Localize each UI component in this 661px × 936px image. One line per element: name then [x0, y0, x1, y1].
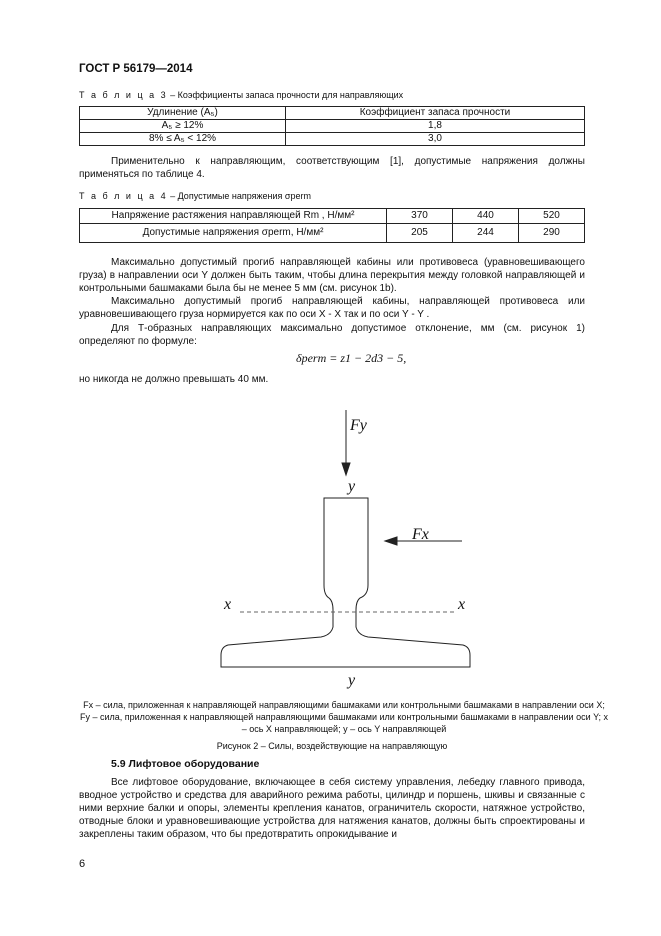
table-cell: A₅ ≥ 12%	[80, 120, 286, 133]
document-header: ГОСТ Р 56179—2014	[79, 63, 193, 75]
table-cell: Коэффициент запаса прочности	[286, 107, 585, 120]
table-cell: 3,0	[286, 133, 585, 146]
table-cell: 290	[519, 224, 585, 243]
x-left-label: x	[224, 596, 232, 613]
table-cell: 8% ≤ A₅ < 12%	[80, 133, 286, 146]
table-row	[80, 107, 585, 120]
table4-label: Т а б л и ц а 4	[79, 191, 168, 201]
table3-label: Т а б л и ц а 3	[79, 90, 168, 100]
formula: δperm = z1 − 2d3 − 5,	[296, 351, 407, 365]
table-row	[80, 120, 585, 133]
table-cell: Удлинение (A₅)	[80, 107, 286, 120]
table-cell: Допустимые напряжения σperm, Н/мм²	[80, 224, 387, 243]
table-row	[80, 209, 585, 224]
y-bottom-label: y	[348, 672, 356, 689]
table-cell: 1,8	[286, 120, 585, 133]
section-heading: 5.9 Лифтовое оборудование	[111, 758, 260, 770]
table-cell: 205	[387, 224, 453, 243]
x-right-label: x	[458, 596, 466, 613]
figure-note: Fx – сила, приложенная к направляющей направляющими башмаками или контрольными башмаками в направлении оси X; Fy – сила, приложенная к направляющей направляющими башмаками или контрольными башмаками в направлении оси Y; x – ось X направляющей; y – ось Y направляющей	[79, 700, 609, 734]
table3-title: – Коэффициенты запаса прочности для направляющих	[167, 90, 404, 100]
table3	[79, 106, 585, 146]
fx-arrowhead	[385, 537, 397, 545]
figure-caption: Рисунок 2 – Силы, воздействующие на направляющую	[216, 741, 448, 751]
table4-title: – Допустимые напряжения σperm	[167, 191, 311, 201]
figure-forces	[200, 405, 500, 695]
paragraph-3: Максимально допустимый прогиб направляющей кабины, направляющей противовеса или уравновешивающего груза нормируется как по оси X - X так и по оси Y - Y .	[79, 296, 585, 320]
fy-arrowhead	[342, 463, 350, 475]
paragraph-4: Для Т-образных направляющих максимально допустимое отклонение, мм (см. рисунок 1) определяют по формуле:	[79, 323, 585, 347]
table3-caption	[79, 90, 403, 100]
section-text: Все лифтовое оборудование, включающее в себя систему управления, лебедку главного привода, вводное устройство и средства для аварийного режима работы, цилиндр и поршень, шкивы и связанные с ними верхние балки и опоры, элементы крепления канатов, ограничитель скорости, натяжное устройство, отводные блоки и уравновешивающие устройства для натяжения канатов, должны быть спроектированы и закреплены таким образом, что бы предотвратить опрокидывание и	[79, 777, 585, 840]
table-cell: 370	[387, 209, 453, 224]
table-cell: 440	[453, 209, 519, 224]
fx-label: Fx	[412, 526, 429, 543]
table-cell: 520	[519, 209, 585, 224]
rail-profile	[221, 498, 470, 667]
y-top-label: y	[348, 478, 356, 495]
table-cell: Напряжение растяжения направляющей Rm , Н/мм²	[80, 209, 387, 224]
paragraph-2: Максимально допустимый прогиб направляющей кабины или противовеса (уравновешивающего груза) в направлении оси Y должен быть таким, чтобы длина перекрытия между головкой направляющей и контрольными башмаками была бы не менее 5 мм (см. рисунок 1b).	[79, 257, 585, 294]
table4	[79, 208, 585, 243]
fy-label: Fy	[350, 417, 367, 434]
page-number: 6	[79, 858, 86, 870]
paragraph-5: но никогда не должно превышать 40 мм.	[79, 374, 269, 385]
table-cell: 244	[453, 224, 519, 243]
table-row	[80, 133, 585, 146]
table-row	[80, 224, 585, 243]
paragraph-1: Применительно к направляющим, соответствующим [1], допустимые напряжения должны применяться по таблице 4.	[79, 156, 585, 180]
table4-caption	[79, 191, 311, 201]
